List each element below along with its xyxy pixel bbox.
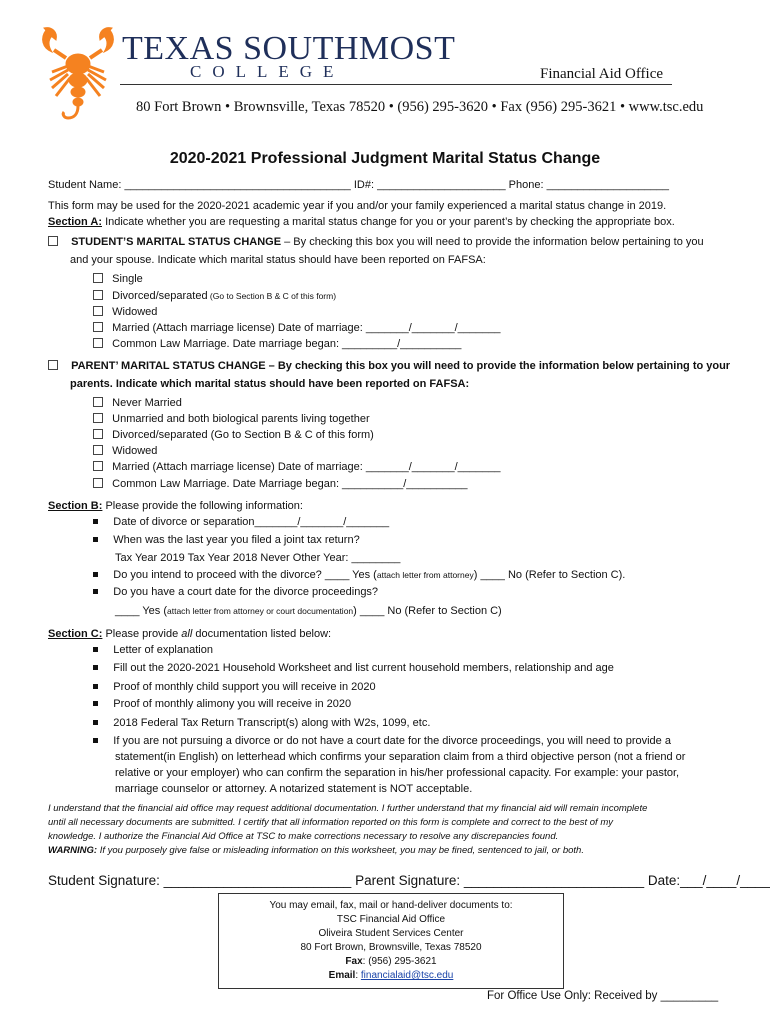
section-b-q1: [93, 515, 389, 529]
warning-line: [48, 844, 584, 858]
court-date-note: attach letter from attorney or court documentation: [167, 606, 354, 616]
student-option-label: Divorced/separated: [112, 290, 208, 302]
section-c-text-end: documentation listed below:: [192, 628, 332, 640]
joint-tax-question: When was the last year you filed a joint tax return?: [113, 534, 360, 546]
student-status-heading: STUDENT’S MARITAL STATUS CHANGE: [71, 236, 282, 248]
intro-text: This form may be used for the 2020-2021 academic year if you and/or your family experienced a marital status change in 2019.: [48, 200, 667, 212]
parent-option-label: Unmarried and both biological parents living together: [112, 413, 370, 425]
student-option-label: Married (Attach marriage license) Date of marriage: _______/_______/_______: [112, 322, 501, 334]
bullet-icon: [93, 537, 98, 542]
contact-line-4: 80 Fort Brown, Brownsville, Texas 78520: [300, 942, 482, 953]
contact-box: [218, 893, 564, 989]
college-subtitle: COLLEGE: [190, 62, 345, 81]
section-c-item-text: Proof of monthly child support you will receive in 2020: [113, 681, 376, 693]
parent-option: [93, 460, 500, 474]
parent-option-checkbox[interactable]: [93, 478, 103, 488]
section-c-label: Section C:: [48, 628, 103, 640]
bullet-icon: [93, 572, 98, 577]
parent-option: [93, 444, 157, 458]
section-c-heading: [48, 627, 331, 641]
student-option-checkbox[interactable]: [93, 322, 103, 332]
college-address: 80 Fort Brown • Brownsville, Texas 78520 • (956) 295-3620 • Fax (956) 295-3621 • www.tsc.edu: [136, 99, 704, 115]
student-option-label: Single: [112, 273, 143, 285]
section-b-q4: [93, 585, 378, 599]
signature-row: [48, 873, 770, 888]
section-c-item-continued: relative or your employer) who can confirm the separation in his/her professional capacity. For example: your pastor,: [115, 767, 680, 779]
form-title: 2020-2021 Professional Judgment Marital Status Change: [169, 150, 601, 167]
parent-option-checkbox[interactable]: [93, 413, 103, 423]
section-b-q3: [93, 568, 625, 582]
fax-value: : (956) 295-3621: [362, 956, 437, 967]
section-c-item: [93, 680, 376, 694]
college-name-part-2: SOUTHMOST: [243, 30, 456, 67]
warning-text: If you purposely give false or misleading information on this worksheet, you may be fined, sentenced to jail, or both.: [97, 845, 584, 856]
certification-line: knowledge. I authorize the Financial Aid Office at TSC to make corrections necessary to resolve any discrepancies found.: [48, 831, 559, 842]
email-label: Email: [328, 970, 356, 981]
section-b-label: Section B:: [48, 500, 103, 512]
student-option-label: Widowed: [112, 306, 158, 318]
office-use-line[interactable]: For Office Use Only: Received by _________: [487, 990, 719, 1002]
section-c-text: Please provide: [105, 628, 182, 640]
student-name-field[interactable]: _____________________________________: [124, 179, 351, 191]
divorce-intent-note: attach letter from attorney: [376, 570, 474, 580]
student-option-note: (Go to Section B & C of this form): [207, 291, 337, 301]
bullet-icon: [93, 647, 98, 652]
section-c-item-text: 2018 Federal Tax Return Transcript(s) along with W2s, 1099, etc.: [113, 717, 431, 729]
section-c-item: [93, 643, 213, 657]
office-name: Financial Aid Office: [540, 66, 664, 82]
parent-option-label: Never Married: [112, 397, 182, 409]
section-b-q2: [93, 533, 360, 547]
parent-status-text-2: parents. Indicate which marital status should have been reported on FAFSA:: [70, 378, 470, 390]
bullet-icon: [93, 720, 98, 725]
id-field[interactable]: _____________________: [377, 179, 506, 191]
parent-option: [93, 477, 467, 491]
student-status-row: [48, 235, 704, 249]
contact-line-1: You may email, fax, mail or hand-deliver documents to:: [269, 900, 513, 911]
section-b-heading: [48, 499, 303, 513]
section-c-item-text: Fill out the 2020-2021 Household Worksheet and list current household members, relationship and age: [113, 662, 614, 674]
section-c-item-continued: marriage counselor or attorney. A notarized statement is NOT acceptable.: [115, 783, 473, 795]
court-date-question: Do you have a court date for the divorce proceedings?: [113, 586, 379, 598]
student-option-common-law: [93, 337, 461, 351]
bullet-icon: [93, 519, 98, 524]
header-divider: [120, 84, 672, 85]
signature-date-field[interactable]: Date:___/____/____: [647, 873, 770, 888]
section-b-text: Please provide the following information:: [105, 500, 303, 512]
parent-status-checkbox[interactable]: [48, 360, 58, 370]
section-a-text: Indicate whether you are requesting a marital status change for you or your parent’s by checking the appropriate box.: [105, 216, 675, 228]
bullet-icon: [93, 684, 98, 689]
student-option-checkbox[interactable]: [93, 290, 103, 300]
student-signature-field[interactable]: Student Signature: _________________________: [48, 873, 352, 888]
student-option-single: [93, 272, 143, 286]
court-date-no: ) ____ No (Refer to Section C): [353, 605, 502, 617]
bullet-icon: [93, 589, 98, 594]
parent-option-label: Divorced/separated (Go to Section B & C of this form): [112, 429, 374, 441]
id-label: ID#:: [353, 179, 375, 191]
contact-line-3: Oliveira Student Services Center: [318, 928, 464, 939]
divorce-intent-question: Do you intend to proceed with the divorce? ____ Yes (: [113, 569, 377, 581]
parent-option-label: Common Law Marriage. Date Marriage began: __________/__________: [112, 478, 468, 490]
section-c-item: [93, 661, 614, 675]
section-a-heading: [48, 215, 675, 229]
bullet-icon: [93, 738, 98, 743]
student-option-label: Common Law Marriage. Date marriage began: _________/__________: [112, 338, 462, 350]
parent-option: [93, 396, 182, 410]
contact-email: Email: financialaid@tsc.edu: [328, 970, 454, 981]
parent-option-label: Widowed: [112, 445, 158, 457]
college-name-part-1: TEXAS: [122, 30, 235, 67]
parent-signature-field[interactable]: Parent Signature: ________________________: [355, 873, 645, 888]
court-date-answer: [115, 604, 502, 618]
student-status-checkbox[interactable]: [48, 236, 58, 246]
phone-label: Phone:: [508, 179, 544, 191]
student-info-row: [48, 178, 669, 192]
divorce-date-field[interactable]: Date of divorce or separation_______/_______/_______: [113, 516, 390, 528]
bullet-icon: [93, 665, 98, 670]
parent-option-checkbox[interactable]: [93, 397, 103, 407]
court-date-yes: ____ Yes (: [115, 605, 167, 617]
section-c-item-continued: statement(in English) on letterhead which confirms your separation claim from a third objective person (not a friend or: [115, 751, 686, 763]
student-option-checkbox[interactable]: [93, 273, 103, 283]
student-option-checkbox[interactable]: [93, 306, 103, 316]
section-c-item: [93, 734, 671, 748]
divorce-intent-no: ) ____ No (Refer to Section C).: [473, 569, 626, 581]
parent-option-checkbox[interactable]: [93, 461, 103, 471]
student-status-text-2: and your spouse. Indicate which marital status should have been reported on FAFSA:: [70, 254, 486, 266]
fax-label: Fax: [345, 956, 363, 967]
contact-fax: [219, 955, 563, 969]
bullet-icon: [93, 701, 98, 706]
certification-line: until all necessary documents are submitted. I certify that all information reported on this form is complete and correct to the best of my: [48, 817, 613, 828]
parent-option-checkbox[interactable]: [93, 429, 103, 439]
parent-option: [93, 428, 374, 442]
section-c-item-text: Letter of explanation: [113, 644, 213, 656]
parent-status-heading: PARENT’ MARITAL STATUS CHANGE – By checking this box you will need to provide the information below pertaining to your: [71, 360, 731, 372]
parent-status-row: [48, 359, 730, 373]
student-option-divorced: [93, 289, 336, 303]
parent-option: [93, 412, 370, 426]
student-name-label: Student Name:: [48, 179, 122, 191]
student-option-married: [93, 321, 500, 335]
joint-tax-options[interactable]: Tax Year 2019 Tax Year 2018 Never Other Year: ________: [115, 552, 401, 564]
certification-line: I understand that the financial aid office may request additional documentation. I further understand that my financial aid will remain incomplete: [48, 803, 648, 814]
section-c-item-text: Proof of monthly alimony you will receive in 2020: [113, 698, 352, 710]
parent-option-label: Married (Attach marriage license) Date of marriage: _______/_______/_______: [112, 461, 501, 473]
scorpion-logo-icon: [38, 24, 118, 122]
section-c-item-text: If you are not pursuing a divorce or do not have a court date for the divorce proceedings, you will need to provide a: [113, 735, 671, 747]
contact-line-2: TSC Financial Aid Office: [336, 914, 446, 925]
section-c-item: [93, 716, 430, 730]
section-c-emphasis: all: [181, 628, 193, 640]
student-status-text-1: – By checking this box you will need to provide the information below pertaining to you: [281, 236, 704, 248]
student-option-widowed: [93, 305, 157, 319]
warning-label: WARNING:: [48, 845, 98, 856]
phone-field[interactable]: ____________________: [546, 179, 669, 191]
student-option-checkbox[interactable]: [93, 338, 103, 348]
section-c-item: [93, 697, 351, 711]
section-a-label: Section A:: [48, 216, 102, 228]
email-link[interactable]: financialaid@tsc.edu: [360, 970, 454, 981]
parent-option-checkbox[interactable]: [93, 445, 103, 455]
